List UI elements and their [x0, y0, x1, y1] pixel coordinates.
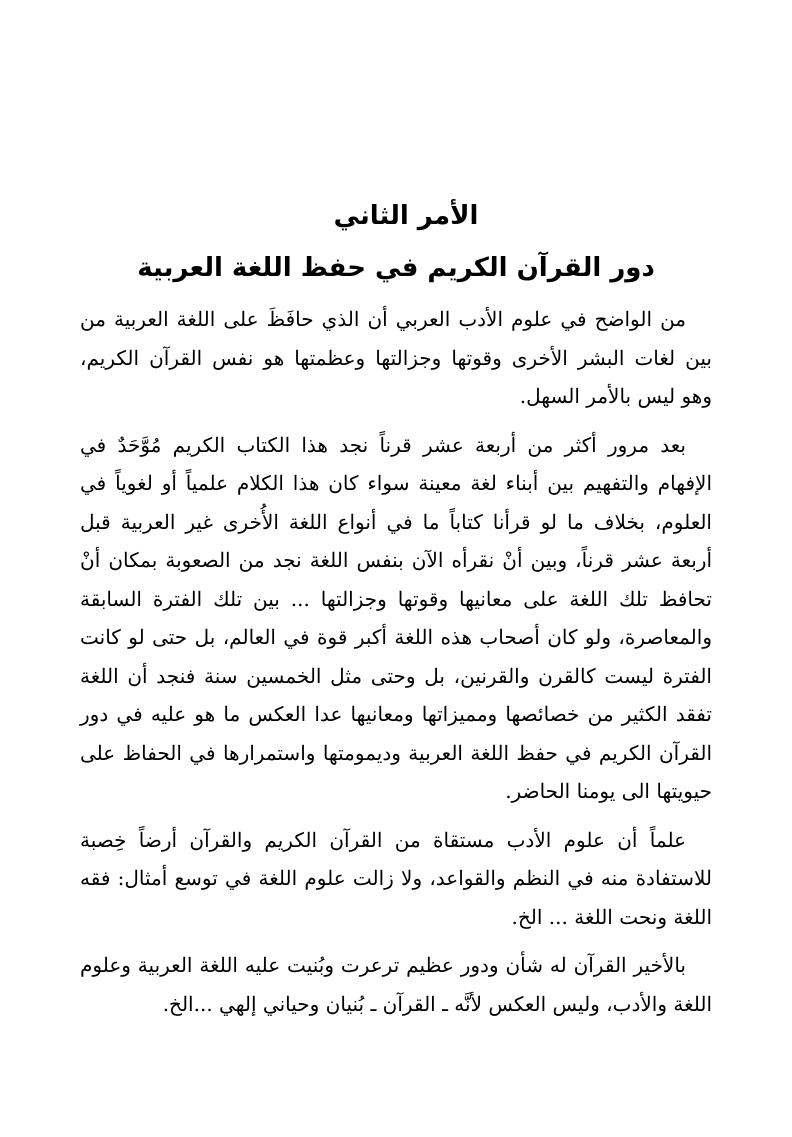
body-text: [80, 300, 712, 1033]
heading-block: [60, 192, 732, 292]
paragraph-3: علماً أن علوم الأدب مستقاة من القرآن الكريم والقرآن أرضاً خِصبة للاستفادة منه في النظم والقواعد، ولا زالت علوم اللغة في توسع أمثال: فقه اللغة ونحت اللغة ... الخ.: [80, 827, 712, 929]
section-title: الأمر الثاني: [333, 201, 479, 231]
chapter-title: دور القرآن الكريم في حفظ اللغة العربية: [137, 253, 655, 283]
paragraph-2: بعد مرور أكثر من أربعة عشر قرناً نجد هذا الكتاب الكريم مُوَّحَدٌ في الإفهام والتفهيم بين أبناء لغة معينة سواء كان هذا الكلام علمياً أو لغوياً في العلوم، بخلاف ما لو قرأنا كتاباً ما في أنواع اللغة الأُخرى غير العربية قبل أربعة عشر قرناً، وبين أنْ نقرأه الآن بنفس اللغة نجد من الصعوبة بمكان أنْ تحافظ تلك اللغة على معانيها وقوتها وجزالتها ... بين تلك الفترة السابقة والمعاصرة، ولو كان أصحاب هذه اللغة أكبر قوة في العالم، بل حتى لو كانت الفترة ليست كالقرن والقرنين، بل وحتى مثل الخمسين سنة فنجد أن اللغة تفقد الكثير من خصائصها ومميزاتها ومعانيها عدا العكس ما هو عليه في دور القرآن الكريم في حفظ اللغة العربية وديمومتها واستمرارها في الحفاظ على حيويتها الى يومنا الحاضر.: [80, 432, 712, 803]
paragraph-1: من الواضح في علوم الأدب العربي أن الذي حافَظَ على اللغة العربية من بين لغات البشر الأخرى وقوتها وجزالتها وعظمتها هو نفس القرآن الكريم، وهو ليس بالأمر السهل.: [80, 307, 712, 408]
paragraph-4: بالأخير القرآن له شأن ودور عظيم ترعرت وبُنيت عليه اللغة العربية وعلوم اللغة والأدب، وليس العكس لأنَّه ـ القرآن ـ بُنيان وحياني إلهي ...الخ.: [80, 953, 712, 1016]
